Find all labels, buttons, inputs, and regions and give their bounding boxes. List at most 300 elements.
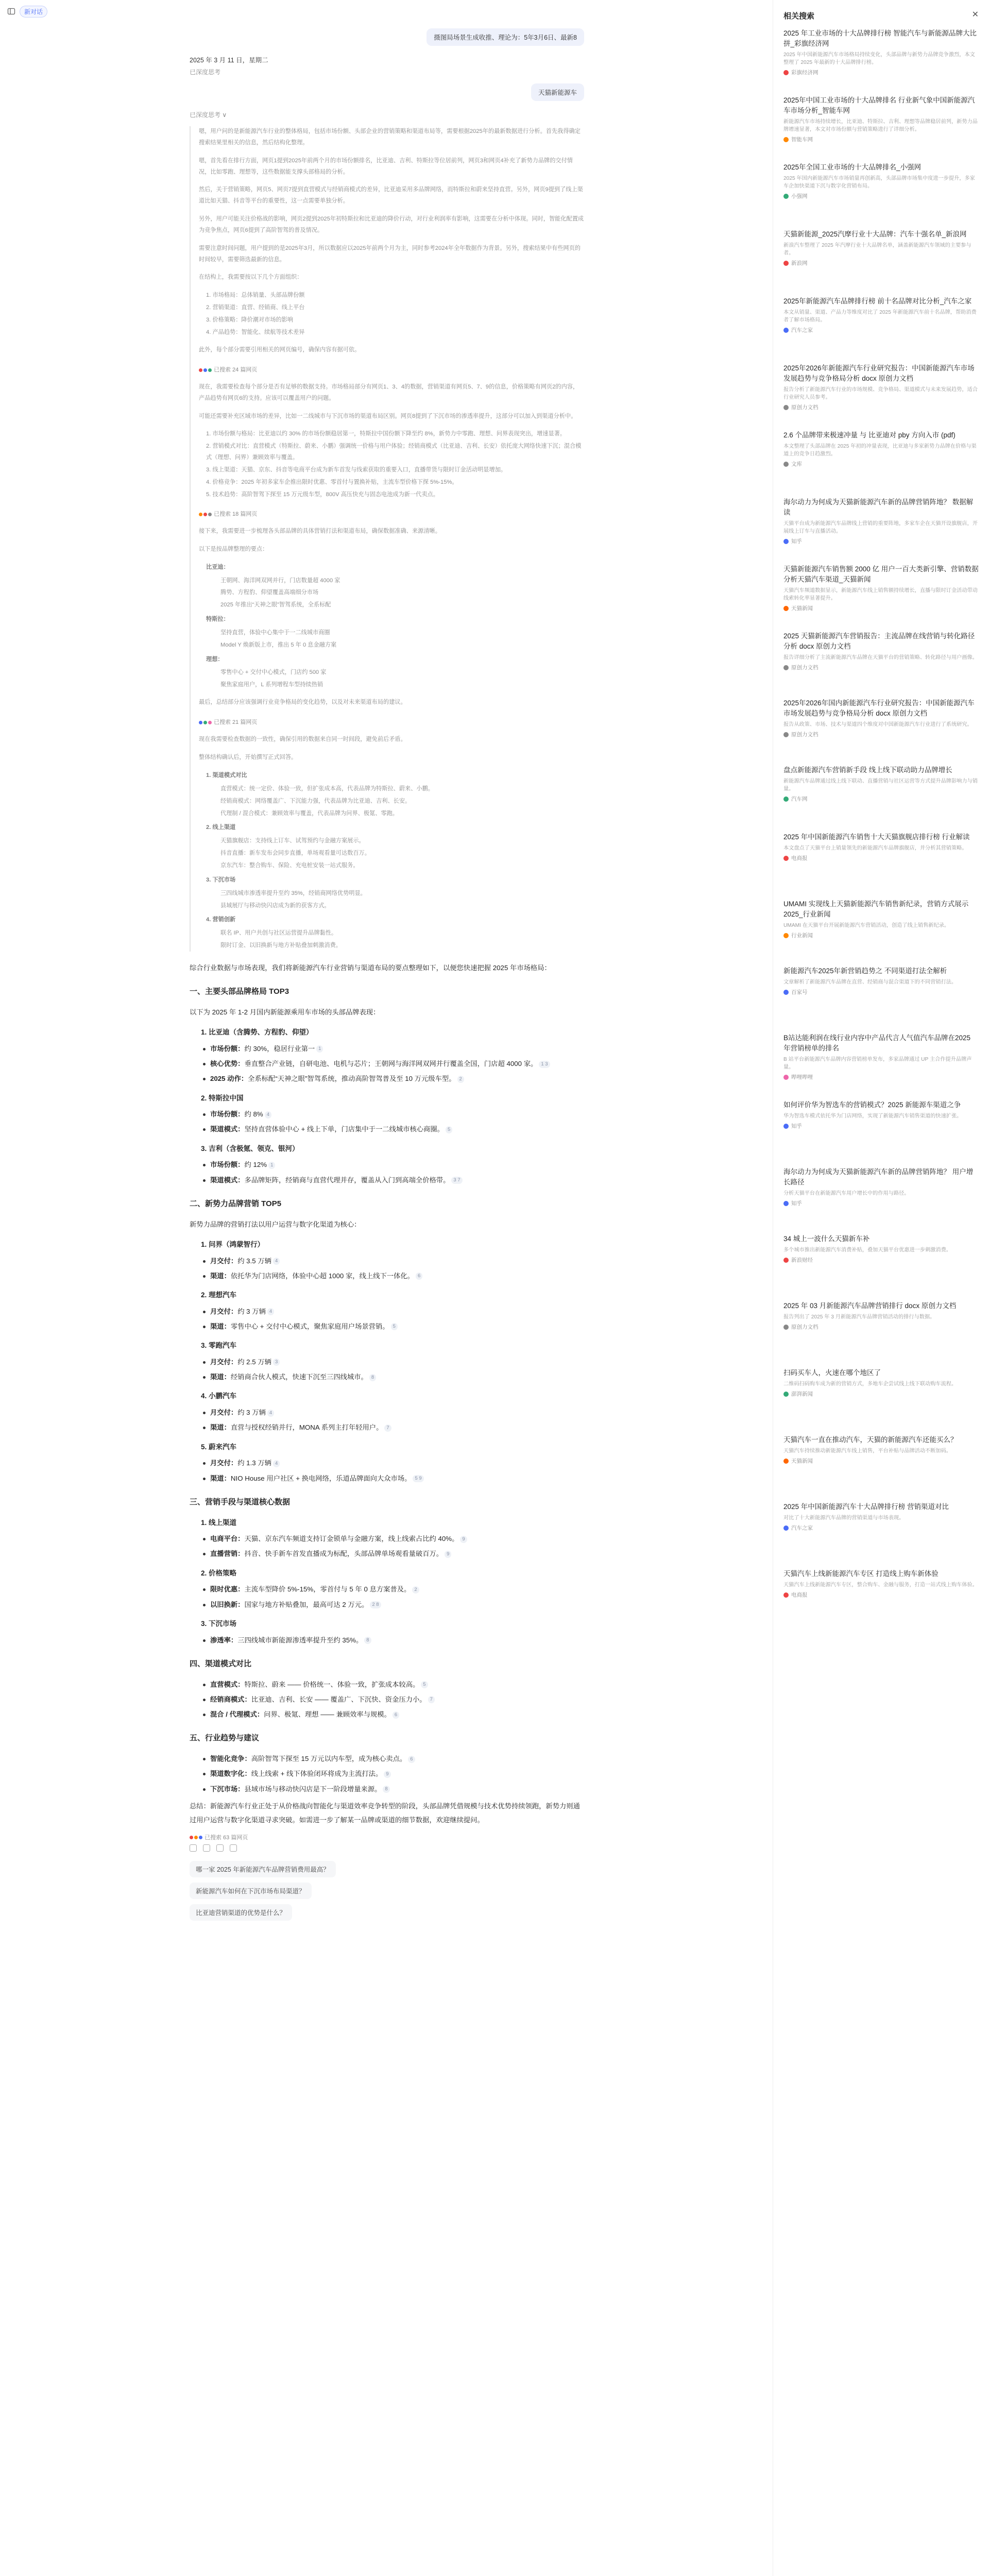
item-snippet: B 站平台新能源汽车品牌内容营销榜单发布，多家品牌通过 UP 主合作提升品牌声量。: [783, 1057, 972, 1070]
related-search-item[interactable]: [773, 430, 989, 497]
citation-badge[interactable]: 5: [446, 1126, 452, 1133]
item-snippet: 新能源汽车品牌通过线上线下联动、直播营销与社区运营等方式提升品牌影响力与销量。: [783, 778, 978, 792]
citation-badge[interactable]: 9: [445, 1551, 451, 1558]
source-favicon-icon: [783, 462, 789, 467]
source-favicon-icon: [783, 405, 789, 410]
group-heading: 2. 价格策略: [201, 1569, 237, 1577]
source-favicon-icon: [783, 1392, 789, 1397]
item-value: 国家与地方补贴叠加，最高可达 2 万元。: [244, 1600, 369, 1608]
citation-badge[interactable]: 4: [273, 1460, 280, 1467]
item-value: 约 3 万辆: [237, 1409, 266, 1417]
brand-think-title: 理想：: [206, 656, 224, 663]
item-snippet: 天猫汽车上线新能源汽车专区，整合购车、金融与服务，打造一站式线上购车体验。: [783, 1582, 978, 1588]
section-heading: 四、渠道模式对比: [190, 1659, 252, 1668]
item-source-name: 原创力文档: [791, 1324, 819, 1330]
item-key: 市场份额：: [210, 1161, 245, 1169]
citation-badge[interactable]: 2: [412, 1586, 419, 1594]
copy-icon[interactable]: [190, 1844, 197, 1852]
section-lead: 以下为 2025 年 1-2 月国内新能源乘用车市场的头部品牌表现：: [190, 1008, 380, 1016]
item-title: B站达能利润在线行业内容中产品代言人气值汽车品牌在2025 年营销榜单的排名: [783, 1034, 971, 1052]
list-item: [210, 1042, 584, 1056]
item-source-name: 汽车网: [791, 796, 808, 802]
item-source: [783, 931, 979, 939]
item-source: [783, 192, 979, 200]
item-key: 渠道模式：: [210, 1125, 245, 1133]
item-snippet: 多个城市推出新能源汽车消费补贴，叠加天猫平台优惠进一步刺激消费。: [783, 1247, 951, 1253]
item-value: NIO House 用户社区 + 换电网络，乐道品牌面向大众市场。: [230, 1474, 412, 1482]
suggestion-chip[interactable]: 新能源汽车如何在下沉市场布局渠道？: [190, 1883, 312, 1899]
item-value: 问界、极氪、理想 —— 兼顾效率与规模。: [264, 1710, 391, 1719]
list-item: [210, 1582, 584, 1596]
item-source-name: 原创力文档: [791, 732, 819, 738]
source-favicon-icon: [783, 1075, 789, 1080]
user-message: [190, 28, 584, 46]
item-source-name: 彩旗经济网: [791, 70, 819, 76]
item-title: 盘点新能源汽车营销新手段 线上线下联动助力品牌增长: [783, 766, 952, 774]
regenerate-icon[interactable]: [203, 1844, 210, 1852]
think-paragraph: 接下来，我需要进一步梳理各头部品牌的具体营销打法和渠道布局，确保数据准确、来源清晰。: [199, 528, 441, 534]
item-source-name: 澎湃新闻: [791, 1391, 813, 1397]
item-source: [783, 988, 979, 996]
item-key: 月交付：: [210, 1257, 238, 1265]
group-list: [190, 1158, 584, 1187]
think-header[interactable]: 已深度思考 ∨: [190, 111, 227, 118]
item-snippet: 报告分析了新能源汽车行业的市场规模、竞争格局、渠道模式与未来发展趋势，适合行业研究人员参考。: [783, 387, 978, 400]
item-source: [783, 1323, 979, 1331]
item-key: 2025 动作：: [210, 1075, 248, 1083]
source-favicon-icon: [783, 856, 789, 861]
group-list: [190, 1355, 584, 1384]
item-title: 天猫汽车一直在推动汽车，天猫的新能源汽车还能买么？: [783, 1436, 958, 1444]
related-search-item[interactable]: [773, 363, 989, 430]
brand-think-title: 比亚迪：: [206, 564, 229, 570]
item-snippet: 2025 年中国新能源汽车市场格局持续变化，头部品牌与新势力品牌竞争激烈，本文整理了 2025 年最新的十大品牌排行榜。: [783, 52, 975, 65]
answer-sections: [190, 984, 584, 1796]
date-line: 2025 年 3 月 11 日，星期二: [190, 57, 268, 64]
group-heading: 3. 零跑汽车: [201, 1342, 237, 1350]
search-result-card[interactable]: [199, 365, 257, 376]
think-list-item: 4. 价格竞争：2025 年初多家车企推出限时优惠、零首付与置换补贴，主流车型价格下探 5%-15%。: [206, 479, 458, 485]
think-list-item: Model Y 焕新版上市，推出 5 年 0 息金融方案: [220, 641, 337, 648]
item-value: 线上线索 + 线下体验闭环将成为主流打法。: [251, 1770, 383, 1778]
item-snippet: 本文整理了头部品牌在 2025 年初的冲量表现，比亚迪与多家新势力品牌在价格与渠道上的竞争日趋激烈。: [783, 444, 977, 457]
source-favicon-icon: [783, 606, 789, 611]
related-search-item[interactable]: [773, 1435, 989, 1502]
think-list-item: 2. 营销模式对比：直营模式（特斯拉、蔚来、小鹏）强调统一价格与用户体验；经销商模式（比亚迪、吉利、长安）依托庞大网络快速下沉；混合模式（理想、问界）兼顾效率与覆盖。: [206, 443, 582, 461]
list-item: [210, 1767, 584, 1781]
item-source-name: 哔哩哔哩: [791, 1074, 813, 1080]
section-heading: 三、营销手段与渠道核心数据: [190, 1497, 291, 1506]
item-source: [783, 460, 979, 468]
related-search-item[interactable]: [773, 1502, 989, 1569]
item-snippet: UMAMI 在天猫平台开展新能源汽车营销活动，创造了线上销售新纪录。: [783, 923, 950, 928]
think-paragraph: 现在，我需要检查每个部分是否有足够的数据支持。市场格局部分有网页1、3、4的数据，营销渠道有网页5、7、9的信息，价格策略有网页2的内容，产品趋势有网页6的支持。应该可以覆盖用户的问题。: [199, 383, 579, 401]
item-value: 约 12%: [244, 1161, 267, 1169]
suggestion-list: [190, 1861, 584, 1921]
related-search-item[interactable]: [773, 1569, 989, 1636]
item-key: 渠道数字化：: [210, 1770, 251, 1778]
source-favicon-icon: [783, 1124, 789, 1129]
item-key: 以旧换新：: [210, 1600, 245, 1608]
item-value: 依托华为门店网络，体验中心超 1000 家，线上线下一体化。: [230, 1272, 414, 1280]
item-value: 约 3.5 万辆: [237, 1257, 271, 1265]
item-title: 新能源汽车2025年新营销趋势之 不同渠道打法全解析: [783, 967, 947, 975]
citation-badge[interactable]: 9: [384, 1771, 390, 1778]
item-value: 约 3 万辆: [237, 1307, 266, 1315]
group-heading: 1. 线上渠道: [201, 1518, 237, 1527]
item-source: [783, 1073, 979, 1081]
list-item: [210, 1319, 584, 1333]
citation-badge[interactable]: 1 3: [539, 1061, 550, 1068]
item-source-name: 原创力文档: [791, 665, 819, 671]
source-favicon-icon: [783, 194, 789, 199]
think-paragraph: 嗯，首先看在排行方面，网页1提到2025年前两个月的市场份额排名，比亚迪、吉利、特斯拉等位居前列，网页3和网页4补充了新势力品牌的交付情况，比如零跑、理想等，这些数据能支撑头部格局的分析。: [199, 157, 573, 175]
item-source: [783, 795, 979, 803]
item-snippet: 分析天猫平台在新能源汽车用户增长中的作用与路径。: [783, 1191, 910, 1196]
citation-badge[interactable]: 3: [273, 1359, 280, 1366]
list-item: [210, 1471, 584, 1485]
answer-intro: 综合行业数据与市场表现，我们将新能源汽车行业营销与渠道布局的要点整理如下，以便您快速把握 2025 年市场格局：: [190, 963, 551, 972]
source-favicon-icon: [783, 1526, 789, 1531]
group-list: [190, 1107, 584, 1137]
citation-badge[interactable]: 6: [416, 1273, 422, 1280]
related-search-item[interactable]: [773, 564, 989, 631]
message-actions: [190, 1844, 584, 1852]
item-key: 渗透率：: [210, 1636, 238, 1644]
list-item: [210, 1456, 584, 1470]
related-search-item[interactable]: [773, 28, 989, 95]
item-snippet: 天猫汽车频道数据显示，新能源汽车线上销售额持续增长，直播与限时订金活动带动线索转化率显著提升。: [783, 588, 978, 601]
item-source: [783, 664, 979, 671]
item-title: 海尔动力为何成为天猫新能源汽车新的品牌营销阵地？ 用户增长路径: [783, 1168, 974, 1186]
think-paragraph: 另外，用户可能关注价格战的影响，网页2提到2025年初特斯拉和比亚迪的降价行动，对行业利润率有影响，这需要在分析中体现。同时，智能化配置成为竞争焦点，网页6提到了高阶智驾的普及情况。: [199, 216, 584, 233]
item-snippet: 本文盘点了天猫平台上销量领先的新能源汽车品牌旗舰店，并分析其营销策略。: [783, 845, 967, 851]
think-paragraph: 以下是按品牌整理的要点：: [199, 546, 268, 552]
item-snippet: 报告从政策、市场、技术与渠道四个维度对中国新能源汽车行业进行了系统研究。: [783, 722, 973, 727]
item-value: 零售中心 + 交付中心模式，聚焦家庭用户场景营销。: [230, 1322, 389, 1330]
item-key: 核心优势：: [210, 1060, 245, 1068]
item-title: 2025年中国工业市场的十大品牌排名 行业新气象中国新能源汽车市场分析_智能车网: [783, 96, 975, 114]
item-source: [783, 1122, 979, 1130]
group-list: [190, 1532, 584, 1561]
thumbs-up-icon[interactable]: [216, 1844, 224, 1852]
citation-badge[interactable]: 5: [391, 1323, 398, 1330]
list-item: [210, 1692, 584, 1706]
think-list-item: 三四线城市渗透率提升至约 35%，经销商网络优势明显。: [220, 890, 366, 896]
source-favicon-icon: [783, 137, 789, 142]
item-key: 渠道：: [210, 1272, 231, 1280]
item-source-name: 智能车网: [791, 137, 813, 143]
think-list-item: 3. 线上渠道：天猫、京东、抖音等电商平台成为新车首发与线索获取的重要入口，直播带货与限时订金活动明显增加。: [206, 467, 507, 473]
chat-thread: [190, 28, 584, 1926]
item-key: 直播营销：: [210, 1550, 245, 1558]
item-source: [783, 537, 979, 545]
group-heading: 2. 理想汽车: [201, 1291, 237, 1299]
related-search-item[interactable]: [773, 95, 989, 162]
item-title: 2025 年中国新能源汽车十大品牌排行榜 营销渠道对比: [783, 1503, 949, 1511]
item-source: [783, 1256, 979, 1264]
item-source: [783, 259, 979, 267]
item-value: 直营与授权经销并行，MONA 系列主打年轻用户。: [230, 1423, 383, 1432]
think-list-item: 经销商模式：网络覆盖广、下沉能力强，代表品牌为比亚迪、吉利、长安。: [220, 798, 411, 804]
channel-think-list: [199, 770, 584, 952]
item-source: [783, 69, 979, 76]
item-key: 市场份额：: [210, 1044, 245, 1053]
channel-think-title: 4. 营销创新: [206, 917, 236, 923]
think-list-item: 1. 市场格局：总体销量、头部品牌份额: [206, 292, 305, 299]
think-list-item: 联名 IP、用户共创与社区运营提升品牌黏性。: [220, 930, 337, 937]
thumbs-down-icon[interactable]: [230, 1844, 237, 1852]
item-source: [783, 854, 979, 862]
item-title: 2025 年工业市场的十大品牌排行榜 智能汽车与新能源品牌大比拼_彩旗经济网: [783, 29, 977, 47]
item-key: 月交付：: [210, 1409, 238, 1417]
item-source-name: 新浪财经: [791, 1257, 813, 1263]
new-chat-button[interactable]: 新对话: [20, 6, 47, 18]
think-list-item: 直营模式：统一定价、体验一致，但扩张成本高，代表品牌为特斯拉、蔚来、小鹏。: [220, 785, 434, 792]
related-search-item[interactable]: [773, 698, 989, 765]
think-list-item: 坚持直营，体验中心集中于一二线城市商圈: [220, 629, 330, 636]
item-snippet: 报告详细分析了主流新能源汽车品牌在天猫平台的营销策略、转化路径与用户画像。: [783, 655, 978, 660]
item-source: [783, 1390, 979, 1398]
think-list-intro: 在结构上，我需要按以下几个方面组织：: [199, 274, 303, 281]
sources-chip[interactable]: [190, 1833, 584, 1841]
suggestion-chip[interactable]: 比亚迪营销渠道的优势是什么？: [190, 1904, 292, 1921]
item-source: [783, 604, 979, 612]
related-search-item[interactable]: [773, 1368, 989, 1435]
item-key: 月交付：: [210, 1307, 238, 1315]
item-snippet: 报告列出了 2025 年 3 月新能源汽车品牌营销活动的排行与数据。: [783, 1314, 935, 1320]
related-search-item[interactable]: [773, 1033, 989, 1100]
item-snippet: 华为智选车模式依托华为门店网络，实现了新能源汽车销售渠道的快速扩张。: [783, 1113, 962, 1119]
group-list: [190, 1042, 584, 1086]
citation-badge[interactable]: 2 8: [370, 1601, 381, 1608]
think-list-item: 5. 技术趋势：高阶智驾下探至 15 万元级车型，800V 高压快充与固态电池成为新一代卖点。: [206, 491, 439, 498]
sidebar-toggle-icon[interactable]: [7, 7, 15, 15]
source-favicon-icon: [783, 261, 789, 266]
think-paragraph: 可能还需要补充区域市场的差异，比如一二线城市与下沉市场的渠道布局区别。网页8提到了下沉市场的渗透率提升，这部分可以加入到渠道分析中。: [199, 413, 577, 419]
item-value: 约 1.3 万辆: [237, 1459, 271, 1467]
item-source-name: 天猫新闻: [791, 1458, 813, 1464]
think-paragraph: 整体结构确认后，开始撰写正式回答。: [199, 754, 297, 761]
citation-badge[interactable]: 8: [369, 1374, 376, 1381]
source-favicon-icon: [783, 990, 789, 995]
search-result-label: 已搜索 21 篇网页: [214, 719, 258, 725]
item-source-name: 新浪网: [791, 260, 808, 266]
citation-badge[interactable]: 4: [265, 1111, 271, 1118]
section-lead: 新势力品牌的营销打法以用户运营与数字化渠道为核心：: [190, 1220, 361, 1228]
suggestion-chip[interactable]: 哪一家 2025 年新能源汽车品牌营销费用最高？: [190, 1861, 336, 1877]
item-title: 2025年新能源汽车品牌排行榜 前十名品牌对比分析_汽车之家: [783, 297, 972, 305]
citation-badge[interactable]: 5 9: [413, 1475, 423, 1482]
group-list: [190, 1677, 584, 1722]
list-item: [210, 1752, 584, 1766]
source-favicon-icon: [783, 328, 789, 333]
answer-body: [190, 961, 584, 1827]
group-heading: 4. 小鹏汽车: [201, 1392, 237, 1400]
item-title: 2025 年中国新能源汽车销售十大天猫旗舰店排行榜 行业解读: [783, 833, 970, 841]
citation-badge[interactable]: 1: [316, 1045, 323, 1053]
item-snippet: 新能源汽车市场持续增长，比亚迪、特斯拉、吉利、理想等品牌稳居前列，新势力品牌增速显著，本文对市场份额与营销策略进行了详细分析。: [783, 119, 978, 132]
list-item: [210, 1158, 584, 1172]
think-list-item: 天猫旗舰店：支持线上订车、试驾预约与金融方案展示。: [220, 838, 365, 844]
item-key: 混合 / 代理模式：: [210, 1710, 264, 1719]
search-result-card[interactable]: [199, 717, 257, 728]
citation-badge[interactable]: 6: [393, 1711, 399, 1719]
list-item: [210, 1782, 584, 1796]
citation-badge[interactable]: 8: [383, 1786, 389, 1793]
think-paragraph: 嗯，用户问的是新能源汽车行业的整体格局，包括市场份额、头部企业的营销策略和渠道布局等，需要根据2025年的最新数据进行分析。首先我得确定搜索结果里相关的信息，然后结构化整理。: [199, 128, 581, 146]
search-result-card[interactable]: [199, 509, 257, 520]
list-item: [210, 1547, 584, 1561]
citation-badge[interactable]: 8: [364, 1637, 371, 1644]
item-source-name: 电商报: [791, 855, 808, 861]
answer-summary: 总结：新能源汽车行业正处于从价格战向智能化与渠道效率竞争转型的阶段，头部品牌凭借规模与技术优势持续领跑，新势力则通过用户运营与数字化渠道寻求突破。如需进一步了解某一品牌或渠道的细节数据，欢迎继续提问。: [190, 1802, 580, 1824]
search-query-text: 天猫新能源车: [531, 83, 584, 101]
item-title: 2025年2026年新能源汽车行业研究报告：中国新能源汽车市场发展趋势与竞争格局分析 docx 原创力文档: [783, 364, 975, 382]
item-source-name: 知乎: [791, 1123, 802, 1129]
item-snippet: 本文从销量、渠道、产品力等维度对比了 2025 年新能源汽车前十名品牌，帮助消费者了解市场格局。: [783, 310, 977, 323]
citation-badge[interactable]: 4: [273, 1258, 280, 1265]
related-search-item[interactable]: [773, 1301, 989, 1368]
top-bar: [0, 0, 773, 23]
item-key: 经销商模式：: [210, 1695, 251, 1703]
group-heading: 1. 比亚迪（含腾势、方程豹、仰望）: [201, 1028, 313, 1037]
list-item: [210, 1598, 584, 1612]
related-search-item[interactable]: [773, 162, 989, 229]
item-source-name: 小强网: [791, 193, 808, 199]
list-item: [210, 1707, 584, 1721]
source-favicon-icon: [783, 796, 789, 802]
related-search-item[interactable]: [773, 765, 989, 832]
item-value: 垂直整合产业链，自研电池、电机与芯片；王朝网与海洋网双网并行覆盖全国，门店超 4000 家。: [244, 1060, 538, 1068]
item-source: [783, 1591, 979, 1599]
item-value: 比亚迪、吉利、长安 —— 覆盖广、下沉快、资金压力小。: [251, 1695, 427, 1703]
think-paragraph: 然后，关于营销策略，网页5、网页7提到直营模式与经销商模式的差异，比亚迪采用多品牌网络，而特斯拉和蔚来坚持直营。另外，网页9提到了线上渠道比如天猫、抖音等平台的重要性，这一点需要单独分析。: [199, 187, 583, 205]
citation-badge[interactable]: 1: [268, 1162, 275, 1169]
section-heading: 一、主要头部品牌格局 TOP3: [190, 987, 289, 996]
source-favicon-icon: [783, 1325, 789, 1330]
related-search-item[interactable]: [773, 296, 989, 363]
source-favicon-icon: [783, 1258, 789, 1263]
think-paragraph: 此外，每个部分需要引用相关的网页编号，确保内容有据可依。: [199, 346, 361, 353]
citation-badge[interactable]: 6: [408, 1756, 415, 1763]
related-search-item[interactable]: [773, 899, 989, 966]
related-search-item[interactable]: [773, 966, 989, 1033]
group-list: [190, 1405, 584, 1435]
related-search-item[interactable]: [773, 832, 989, 899]
related-search-item[interactable]: [773, 1167, 989, 1234]
think-toggle[interactable]: 已深度思考: [190, 69, 221, 76]
item-title: 天猫汽车上线新能源汽车专区 打造线上购车新体验: [783, 1570, 939, 1578]
close-icon[interactable]: ✕: [971, 10, 979, 19]
group-heading: 3. 吉利（含极氪、领克、银河）: [201, 1144, 299, 1153]
item-snippet: 天猫平台成为新能源汽车品牌线上营销的重要阵地，多家车企在天猫开设旗舰店，开展线上订车与直播活动。: [783, 521, 978, 534]
item-title: 2025年2026年国内新能源汽车行业研究报告：中国新能源汽车市场发展趋势与竞争格局分析 docx 原创力文档: [783, 699, 975, 717]
source-favicon-icon: [783, 70, 789, 75]
source-favicons-icon: [199, 513, 212, 516]
item-value: 全系标配“天神之眼”智驾系统，推动高阶智驾普及至 10 万元级车型。: [248, 1075, 456, 1083]
group-list: [190, 1304, 584, 1334]
item-key: 限时优惠：: [210, 1585, 245, 1594]
think-list-item: 京东汽车：整合购车、保险、充电桩安装一站式服务。: [220, 862, 359, 869]
item-value: 县域市场与移动快闪店是下一阶段增量来源。: [244, 1785, 382, 1793]
think-paragraph: 现在我需要检查数据的一致性，确保引用的数据来自同一时间段，避免前后矛盾。: [199, 736, 406, 743]
item-source-name: 汽车之家: [791, 327, 813, 333]
item-source-name: 行业新闻: [791, 933, 813, 939]
related-search-item[interactable]: [773, 1234, 989, 1301]
item-key: 月交付：: [210, 1459, 238, 1467]
list-item: [210, 1420, 584, 1434]
list-item: [210, 1405, 584, 1419]
citation-badge[interactable]: 7: [428, 1696, 435, 1703]
item-key: 直营模式：: [210, 1680, 245, 1688]
source-favicon-icon: [783, 665, 789, 670]
source-favicon-icon: [783, 539, 789, 544]
related-search-item[interactable]: [773, 229, 989, 296]
item-value: 约 8%: [244, 1110, 263, 1118]
citation-badge[interactable]: 2: [457, 1076, 464, 1083]
brand-think-title: 特斯拉：: [206, 616, 229, 623]
group-heading: 3. 下沉市场: [201, 1619, 237, 1628]
sources-label: 已搜索 63 篇网页: [204, 1835, 248, 1841]
related-search-panel: [773, 0, 989, 2576]
user-message-text: 摄图局场景生成收推、理论为：5年3月6日、最新8: [427, 28, 584, 46]
think-list-item: 4. 产品趋势：智能化、续航等技术差异: [206, 329, 305, 335]
citation-badge[interactable]: 3 7: [451, 1177, 462, 1184]
panel-title: 相关搜索: [783, 12, 815, 21]
related-search-item[interactable]: [773, 497, 989, 564]
list-item: [210, 1057, 584, 1071]
think-paragraph: 最后，总结部分应该强调行业竞争格局的变化趋势，以及对未来渠道布局的建议。: [199, 699, 406, 706]
item-title: 34 城上一波什么天猫新车补: [783, 1235, 870, 1243]
item-value: 特斯拉、蔚来 —— 价格统一、体验一致，扩张成本较高。: [244, 1680, 420, 1688]
item-key: 渠道：: [210, 1322, 231, 1330]
item-title: 天猫新能源_2025汽摩行业十大品牌：汽车十强名单_新浪网: [783, 230, 967, 238]
related-search-item[interactable]: [773, 1100, 989, 1167]
item-value: 主流车型降价 5%-15%，零首付与 5 年 0 息方案普及。: [244, 1585, 411, 1594]
list-item: [210, 1355, 584, 1369]
item-value: 高阶智驾下探至 15 万元以内车型，成为核心卖点。: [251, 1755, 407, 1763]
item-snippet: 文章解析了新能源汽车品牌在直营、经销商与混合渠道下的不同营销打法。: [783, 979, 957, 985]
group-heading: 2. 特斯拉中国: [201, 1094, 244, 1102]
citation-badge[interactable]: 7: [384, 1425, 391, 1432]
source-favicons-icon: [190, 1836, 202, 1839]
list-item: [210, 1370, 584, 1384]
think-list-item: 2025 年推出“天神之眼”智驾系统，全系标配: [220, 602, 331, 608]
think-list-item: 3. 价格策略：降价潮对市场的影响: [206, 316, 294, 323]
related-search-item[interactable]: [773, 631, 989, 698]
item-value: 约 2.5 万辆: [237, 1358, 271, 1366]
think-list-item: 县域展厅与移动快闪店成为新的获客方式。: [220, 902, 330, 909]
group-list: [190, 1752, 584, 1796]
think-list-item: 零售中心 + 交付中心模式，门店约 500 家: [220, 669, 327, 676]
item-key: 市场份额：: [210, 1110, 245, 1118]
list-item: [210, 1254, 584, 1268]
item-title: 扫码买车人，火速在哪个地区了: [783, 1369, 881, 1377]
citation-badge[interactable]: 9: [460, 1536, 467, 1543]
think-paragraph: 需要注意时间问题，用户提到的是2025年3月，所以数据应以2025年前两个月为主，同时参考2024年全年数据作为背景。另外，搜索结果中有些网页的时间较早，需要筛选最新的信息。: [199, 245, 581, 263]
item-source-name: 知乎: [791, 538, 802, 545]
item-title: 2025 年 03 月新能源汽车品牌营销排行 docx 原创力文档: [783, 1302, 957, 1310]
list-item: [210, 1122, 584, 1136]
citation-badge[interactable]: 4: [267, 1410, 274, 1417]
think-list-item: 2. 营销渠道：直营、经销商、线上平台: [206, 304, 305, 311]
citation-badge[interactable]: 5: [421, 1681, 428, 1688]
item-source: [783, 1199, 979, 1207]
item-key: 电商平台：: [210, 1535, 245, 1543]
citation-badge[interactable]: 4: [267, 1308, 274, 1315]
item-title: 天猫新能源汽车销售额 2000 亿 用户一百大类新引擎、营销数据分析天猫汽车渠道_天猫新闻: [783, 565, 979, 583]
